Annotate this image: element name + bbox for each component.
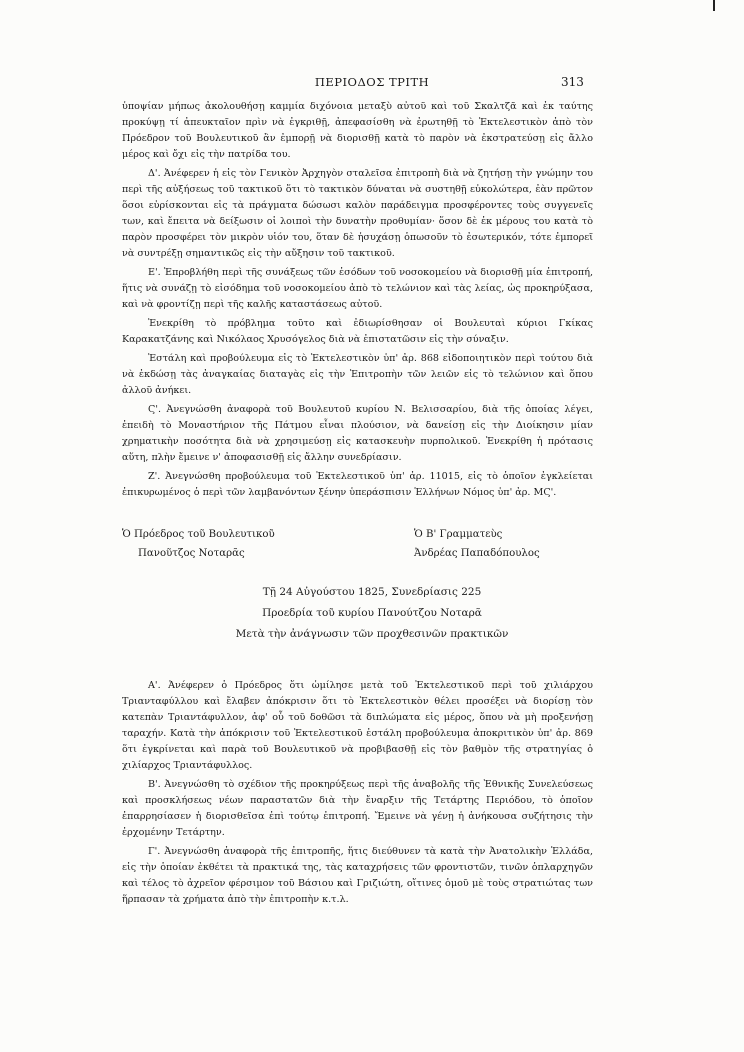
- paragraph-alpha: Α'. Ἀνέφερεν ὁ Πρόεδρος ὅτι ὡμίλησε μετὰ τοῦ Ἐκτελεστικοῦ περὶ τοῦ χιλιάρχου Τριανταφύλλου καὶ ἔλαβεν ἀπόκρισιν ὅτι τὸ Ἐκτελεστικὸν θέλει προσέξει νὰ διορίσῃ τὸν κατεπὰν Τριαντάφυλλον, ἀφ' οὗ τοῦ δοθῶσι τὰ διπλώματα εἰς μέρος, ὅπου νὰ μὴ προξενήσῃ ταραχήν. Κατὰ τὴν ἀπόκρισιν τοῦ Ἐκτελεστικοῦ ἐστάλη προβούλευμα ἀποκριτικὸν ὑπ' ἀρ. 869 ὅτι ἐγκρίνεται καὶ παρὰ τοῦ Βουλευτικοῦ νὰ προβιβασθῇ εἰς τὸν βαθμὸν τῆς στρατηγίας ὁ χιλίαρχος Τριαντάφυλλος.: [122, 680, 593, 771]
- secretary-title: Ὁ Β' Γραμματεὺς: [414, 529, 503, 540]
- president-signature: [122, 525, 275, 563]
- running-head: ΠΕΡΙΟΔΟΣ ΤΡΙΤΗ: [314, 75, 430, 89]
- paragraph-epsilon: Ε'. Ἐπροβλήθη περὶ τῆς συνάξεως τῶν ἐσόδων τοῦ νοσοκομείου νὰ διορισθῇ μία ἐπιτροπή, ἥτις νὰ συνάζῃ τὸ εἰσόδημα τοῦ νοσοκομείου ἀπὸ τὸ τελώνιον καὶ τὰς λείας, ὡς προκηρύξασα, καὶ νὰ φροντίζῃ περὶ τῆς καλῆς καταστάσεως αὐτοῦ.: [122, 267, 593, 310]
- paragraph-approval: Ἐνεκρίθη τὸ πρόβλημα τοῦτο καὶ ἐδιωρίσθησαν οἱ Βουλευταὶ κύριοι Γκίκας Καρακατζάνης καὶ Νικόλαος Χρυσόγελος διὰ νὰ ἐπιστατῶσιν εἰς τὴν σύναξιν.: [122, 318, 593, 345]
- continuation-paragraph: ὑποψίαν μήπως ἀκολουθήσῃ καμμία διχόνοια μεταξὺ αὐτοῦ καὶ τοῦ Σκαλτζᾶ καὶ ἐκ ταύτης προκύψῃ τί ἀπευκταῖον πρὶν νὰ ἐγκριθῇ, ἀπεφασίσθη νὰ ἐρωτηθῇ τὸ Ἐκτελεστικὸν ἀπὸ τὸν Πρόεδρον τοῦ Βουλευτικοῦ ἂν ἐμπορῇ νὰ διορισθῇ κατὰ τὸ παρὸν νὰ ἐκστρατεύσῃ εἰς ἄλλο μέρος καὶ ὄχι εἰς τὴν πατρίδα του.: [122, 101, 593, 160]
- page-number: 313: [561, 75, 584, 89]
- bottom-text-block: [122, 678, 593, 908]
- session-heading: [0, 582, 744, 645]
- paragraph-zeta: Ζ'. Ἀνεγνώσθη προβούλευμα τοῦ Ἐκτελεστικοῦ ὑπ' ἀρ. 11015, εἰς τὸ ὁποῖον ἐγκλείεται ἐπικυρωμένος ὁ περὶ τῶν λαμβανόντων ξένην ὑπεράσπισιν Ἑλλήνων Νόμος ὑπ' ἀρ. ΜϚ'.: [122, 471, 593, 498]
- president-name: Πανοῦτζος Νοταρᾶς: [138, 548, 245, 559]
- president-title: Ὁ Πρόεδρος τοῦ Βουλευτικοῦ: [122, 529, 275, 540]
- secretary-name: Ἀνδρέας Παπαδόπουλος: [414, 548, 540, 559]
- paragraph-gamma: Γ'. Ἀνεγνώσθη ἀναφορὰ τῆς ἐπιτροπῆς, ἥτις διεύθυνεν τὰ κατὰ τὴν Ἀνατολικὴν Ἑλλάδα, εἰς τὴν ὁποίαν ἐκθέτει τὰ πρακτικά της, τὰς καταχρήσεις τῶν φροντιστῶν, τινῶν ὁπλαρχηγῶν καὶ τέλος τὸ ἀχρεῖον φέρσιμον τοῦ Βάσιου καὶ Γριζιώτη, οἵτινες ὁμοῦ μὲ τοὺς στρατιώτας των ἥρπασαν τὰ χρήματα ἀπὸ τὴν ἐπιτροπὴν κ.τ.λ.: [122, 846, 593, 905]
- paragraph-dispatch: Ἐστάλη καὶ προβούλευμα εἰς τὸ Ἐκτελεστικὸν ὑπ' ἀρ. 868 εἰδοποιητικὸν περὶ τούτου διὰ νὰ ἐκδώσῃ τὰς ἀναγκαίας διαταγὰς εἰς τὴν Ἐπιτροπὴν τῶν λειῶν εἰς τὸ τελώνιον καὶ ὅπου ἀλλοῦ ἀνήκει.: [122, 353, 593, 396]
- paragraph-delta: Δ'. Ἀνέφερεν ἡ εἰς τὸν Γενικὸν Ἀρχηγὸν σταλεῖσα ἐπιτροπὴ διὰ νὰ ζητήσῃ τὴν γνώμην του περὶ τῆς αὐξήσεως τοῦ τακτικοῦ ὅτι τὸ τακτικὸν δύναται νὰ συστηθῇ εὐκολώτερα, ἐὰν πρῶτον ὅσοι εὑρίσκονται εἰς τὰ πράγματα δώσωσι καλὸν παράδειγμα προσφέροντες τοὺς συγγενεῖς των, καὶ ἔπειτα νὰ δείξωσιν οἱ λοιποὶ τὴν δυνατὴν προθυμίαν· ὅσον δὲ ἐκ μέρους του κατὰ τὸ παρὸν προσφέρει τὸν μικρὸν υἱόν του, ὅταν δὲ ἡσυχάσῃ ὁπωσοῦν τὸ ἐσωτερικόν, τότε ἐμπορεῖ νὰ συντρέξῃ σημαντικῶς εἰς τὴν αὔξησιν τοῦ τακτικοῦ.: [122, 168, 593, 259]
- session-minutes-note: Μετὰ τὴν ἀνάγνωσιν τῶν προχθεσινῶν πρακτικῶν: [235, 628, 509, 640]
- corner-mark: [713, 0, 715, 11]
- paragraph-stigma: Ϛ'. Ἀνεγνώσθη ἀναφορὰ τοῦ Βουλευτοῦ κυρίου Ν. Βελισσαρίου, διὰ τῆς ὁποίας λέγει, ἐπειδὴ τὸ Μοναστήριον τῆς Πάτμου εἶναι πλούσιον, νὰ δανείσῃ εἰς τὴν Διοίκησιν μίαν χρηματικὴν ποσότητα διὰ νὰ χρησιμεύσῃ εἰς κατασκευὴν πυρπολικοῦ. Ἐνεκρίθη ἡ πρότασις αὕτη, πλὴν ἔμεινε ν' ἀποφασισθῇ εἰς ἄλλην συνεδρίασιν.: [122, 404, 593, 463]
- paragraph-beta: Β'. Ἀνεγνώσθη τὸ σχέδιον τῆς προκηρύξεως περὶ τῆς ἀναβολῆς τῆς Ἐθνικῆς Συνελεύσεως καὶ προσκλήσεως νέων παραστατῶν διὰ τὴν ἔναρξιν τῆς Τετάρτης Περιόδου, τὸ ὁποῖον ἐπαρρησίασεν ἡ διορισθεῖσα ἐπὶ τούτῳ ἐπιτροπή. Ἔμεινε νὰ γένῃ ἡ ἀνήκουσα συζήτησις τὴν ἐρχομένην Τετάρτην.: [122, 779, 593, 838]
- top-text-block: [122, 99, 593, 501]
- page-header: [0, 75, 744, 93]
- secretary-signature: [414, 525, 540, 563]
- session-date: Τῇ 24 Αὐγούστου 1825, Συνεδρίασις 225: [262, 586, 482, 598]
- session-presidency: Προεδρία τοῦ κυρίου Πανούτζου Νοταρᾶ: [262, 607, 482, 619]
